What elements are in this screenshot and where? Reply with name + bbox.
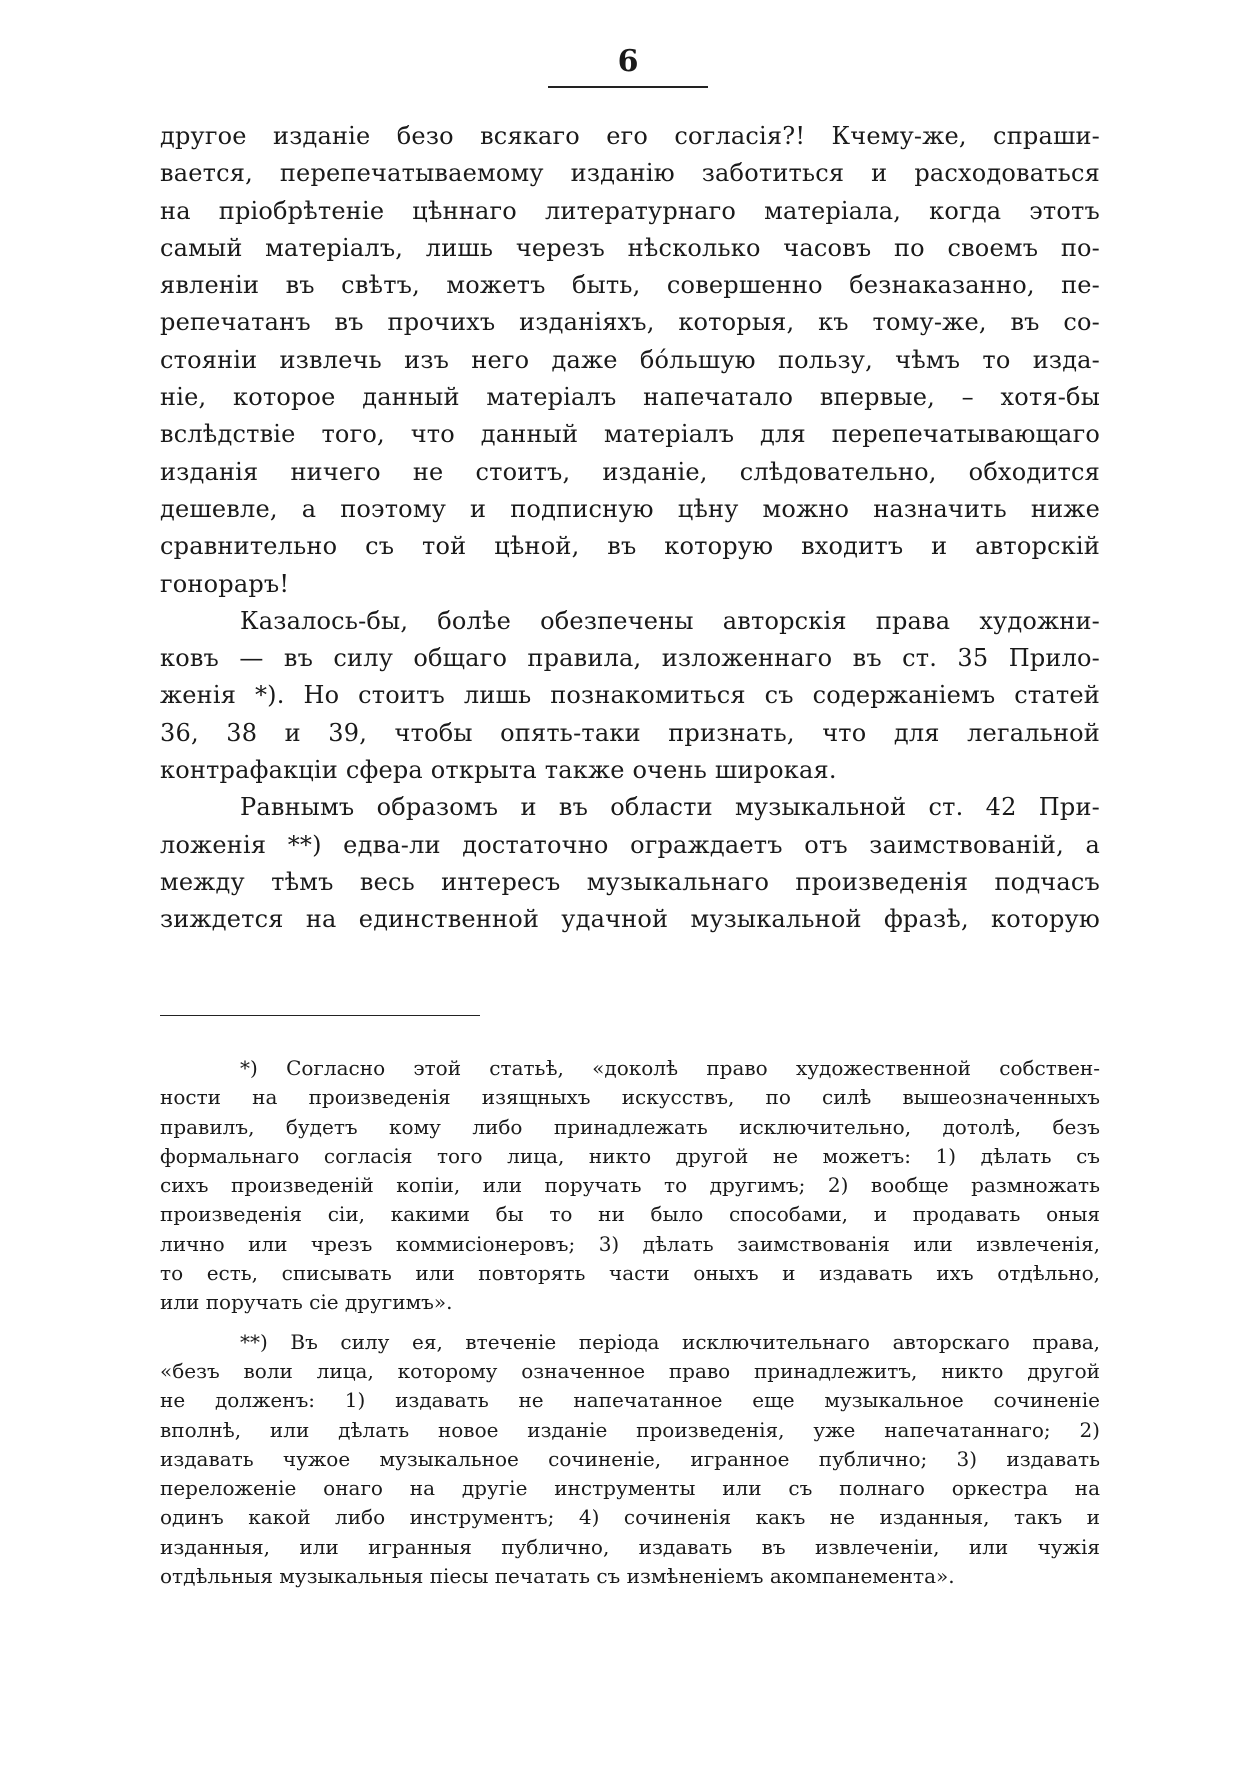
text-line: ніе, которое данный матеріалъ напечатало впервые, – хотя-бы	[160, 383, 1100, 412]
footnotes	[160, 1054, 1100, 1591]
text-line: стояніи извлечь изъ него даже бóльшую пользу, чѣмъ то изда-	[160, 345, 1100, 374]
footnote-line: лично или чрезъ коммисіонеровъ; 3) дѣлать заимствованія или извлеченія,	[160, 1231, 1100, 1256]
footnote-line: формальнаго согласія того лица, никто другой не можетъ: 1) дѣлать съ	[160, 1143, 1100, 1168]
text-line: дешевле, а поэтому и подписную цѣну можно назначить ниже	[160, 494, 1100, 523]
text-line: ложенія **) едва-ли достаточно ограждаетъ отъ заимствованій, а	[160, 830, 1100, 859]
footnote-line: или поручать сіе другимъ».	[160, 1290, 453, 1315]
footnote-line: одинъ какой либо инструментъ; 4) сочиненія какъ не изданныя, такъ и	[160, 1505, 1100, 1530]
footnote-line: переложеніе онаго на другіе инструменты или съ полнаго оркестра на	[160, 1476, 1100, 1501]
footnote-gap	[160, 1318, 1100, 1328]
footnote-line: ности на произведенія изящныхъ искусствъ, по силѣ вышеозначенныхъ	[160, 1085, 1100, 1110]
footnote	[160, 1328, 1100, 1592]
footnote-line: вполнѣ, или дѣлать новое изданіе произведенія, уже напечатаннаго; 2)	[160, 1417, 1100, 1442]
footnote-line: правилъ, будетъ кому либо принадлежать исключительно, дотолѣ, безъ	[160, 1114, 1100, 1139]
paragraph	[160, 603, 1100, 789]
footnote-line: произведенія сіи, какими бы то ни было способами, и продавать оныя	[160, 1202, 1100, 1227]
paragraph	[160, 789, 1100, 938]
text-line: на пріобрѣтеніе цѣннаго литературнаго матеріала, когда этотъ	[160, 196, 1100, 225]
text-line: Равнымъ образомъ и въ области музыкальной ст. 42 При-	[240, 793, 1100, 822]
text-line: явленіи въ свѣтъ, можетъ быть, совершенно безнаказанно, пе-	[160, 271, 1100, 300]
footnote-line: изданныя, или игранныя публично, издавать въ извлеченіи, или чужія	[160, 1534, 1100, 1559]
page-number: 6	[617, 44, 639, 79]
text-line: 36, 38 и 39, чтобы опять-таки признать, что для легальной	[160, 718, 1100, 747]
footnote-line: **) Въ силу ея, втеченіе періода исключительнаго авторскаго права,	[240, 1329, 1100, 1354]
text-line: самый матеріалъ, лишь черезъ нѣсколько часовъ по своемъ по-	[160, 233, 1100, 262]
text-line: другое изданіе безо всякаго его согласія?! Кчему-же, спраши-	[160, 122, 1100, 150]
main-text	[160, 118, 1100, 939]
text-line: сравнительно съ той цѣной, въ которую входитъ и авторскій	[160, 532, 1100, 561]
text-line: вается, перепечатываемому изданію заботиться и расходоваться	[160, 159, 1100, 188]
text-line: контрафакціи сфера открыта также очень широкая.	[160, 756, 837, 785]
footnote	[160, 1054, 1100, 1318]
footnote-line: то есть, списывать или повторять части оныхъ и издавать ихъ отдѣльно,	[160, 1261, 1100, 1286]
text-line: гонораръ!	[160, 569, 290, 598]
text-line: зиждется на единственной удачной музыкальной фразѣ, которую	[160, 905, 1100, 934]
footnote-line: не долженъ: 1) издавать не напечатанное еще музыкальное сочиненіе	[160, 1388, 1100, 1413]
footnote-line: сихъ произведеній копіи, или поручать то другимъ; 2) вообще размножать	[160, 1173, 1100, 1198]
text-line: женія *). Но стоитъ лишь познакомиться съ содержаніемъ статей	[160, 681, 1100, 710]
footnote-rule	[160, 1015, 480, 1016]
text-line: Казалось-бы, болѣе обезпечены авторскія права художни-	[240, 606, 1100, 635]
footnote-line: издавать чужое музыкальное сочиненіе, игранное публично; 3) издавать	[160, 1446, 1100, 1471]
header-rule	[548, 86, 708, 88]
text-line: между тѣмъ весь интересъ музыкальнаго произведенія подчасъ	[160, 867, 1100, 896]
footnote-line: *) Согласно этой статьѣ, «доколѣ право художественной собствен-	[240, 1056, 1100, 1080]
footnote-line: отдѣльныя музыкальныя піесы печатать съ измѣненіемъ акомпанемента».	[160, 1564, 955, 1589]
text-line: изданія ничего не стоитъ, изданіе, слѣдовательно, обходится	[160, 457, 1100, 486]
text-line: вслѣдствіе того, что данный матеріалъ для перепечатывающаго	[160, 420, 1100, 449]
text-line: ковъ — въ силу общаго правила, изложеннаго въ ст. 35 Прило-	[160, 644, 1100, 673]
footnote-line: «безъ воли лица, которому означенное право принадлежитъ, никто другой	[160, 1358, 1100, 1383]
text-line: репечатанъ въ прочихъ изданіяхъ, которыя, къ тому-же, въ со-	[160, 308, 1100, 337]
paragraph	[160, 118, 1100, 603]
